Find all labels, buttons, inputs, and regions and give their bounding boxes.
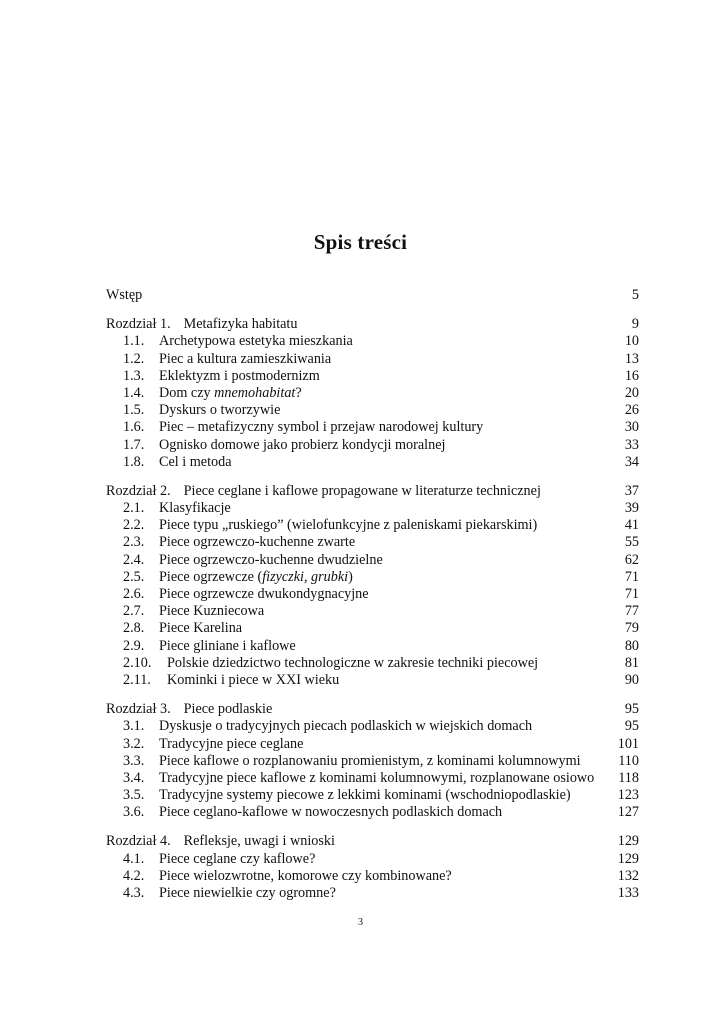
toc-page-number: 71 <box>624 586 639 602</box>
toc-page-number: 26 <box>624 402 639 419</box>
toc-section-row[interactable] <box>106 736 639 753</box>
toc-section-row[interactable] <box>106 787 639 804</box>
chapter-title: Piece ceglane i kaflowe propagowane w literaturze technicznej <box>183 482 541 499</box>
page-number: 3 <box>358 917 363 928</box>
section-title: Polskie dziedzictwo technologiczne w zakresie techniki piecowej <box>167 654 539 671</box>
toc-section-row[interactable] <box>106 437 639 454</box>
toc-page-number: 71 <box>624 568 639 585</box>
toc-section-row[interactable] <box>106 770 639 787</box>
toc-page-number: 77 <box>624 603 639 620</box>
toc-section-row[interactable] <box>106 885 639 902</box>
chapter-number: Rozdział 1. <box>106 316 171 333</box>
section-title-prefix: Piece ogrzewcze ( <box>159 568 263 585</box>
toc-section-row[interactable] <box>106 333 639 350</box>
toc-section-row[interactable] <box>106 851 639 868</box>
section-number: 2.8. <box>123 620 145 637</box>
section-number: 2.9. <box>123 637 145 654</box>
section-number: 1.3. <box>123 367 145 384</box>
section-number: 2.4. <box>123 551 145 568</box>
toc-page-number: 123 <box>617 787 639 804</box>
toc-page-number: 30 <box>624 419 639 436</box>
section-title: Cel i metoda <box>159 453 232 470</box>
toc-section-row[interactable] <box>106 534 639 551</box>
toc-intro-row[interactable] <box>106 287 639 304</box>
section-number: 4.3. <box>123 885 145 901</box>
chapter-number: Rozdział 4. <box>106 833 171 850</box>
toc-page-number: 5 <box>631 287 639 303</box>
toc-page-number: 90 <box>624 671 639 688</box>
section-title-italic: fizyczki, grubki <box>262 568 349 585</box>
toc-section-row[interactable] <box>106 569 639 586</box>
toc-page-number: 37 <box>624 482 639 499</box>
section-title: Piece ogrzewczo-kuchenne zwarte <box>159 534 356 551</box>
section-number: 2.2. <box>123 517 145 534</box>
toc-page-number: 33 <box>624 436 639 453</box>
toc-page-number: 101 <box>617 735 639 752</box>
page-title: Spis treści <box>313 230 408 254</box>
toc-section-row[interactable] <box>106 718 639 735</box>
chapter-number: Rozdział 2. <box>106 482 171 499</box>
section-title-suffix: ? <box>295 384 302 401</box>
toc-section-row[interactable] <box>106 638 639 655</box>
toc-chapter-row[interactable] <box>106 483 639 500</box>
toc-page-number: 41 <box>624 517 639 534</box>
toc-page-number: 62 <box>624 551 639 568</box>
section-title: Piec a kultura zamieszkiwania <box>159 350 332 367</box>
section-title: Tradycyjne piece kaflowe z kominami kolumnowymi, rozplanowane osiowo <box>159 769 595 786</box>
section-title: Dyskusje o tradycyjnych piecach podlaskich w wiejskich domach <box>159 718 533 735</box>
section-title: Piece niewielkie czy ogromne? <box>159 885 336 901</box>
section-number: 1.5. <box>123 402 145 419</box>
section-title-italic: mnemohabitat <box>214 384 296 401</box>
toc-page-number: 132 <box>617 867 639 884</box>
toc-section-row[interactable] <box>106 368 639 385</box>
section-title: Dyskurs o tworzywie <box>159 402 281 419</box>
toc-section-row[interactable] <box>106 385 639 402</box>
section-number: 1.4. <box>123 384 145 401</box>
chapter-title: Piece podlaskie <box>183 701 273 718</box>
section-title: Piec – metafizyczny symbol i przejaw narodowej kultury <box>159 419 484 436</box>
section-number: 2.7. <box>123 603 145 620</box>
toc-page-number: 129 <box>617 833 639 850</box>
toc-section-row[interactable] <box>106 655 639 672</box>
section-title: Kominki i piece w XXI wieku <box>167 671 340 688</box>
toc-section-row[interactable] <box>106 402 639 419</box>
toc-page-number: 9 <box>631 316 639 333</box>
toc-page-number: 127 <box>617 804 639 821</box>
table-of-contents <box>106 287 639 902</box>
section-number: 1.7. <box>123 436 145 453</box>
chapter-title: Metafizyka habitatu <box>183 316 298 333</box>
toc-section-row[interactable] <box>106 804 639 821</box>
toc-chapter-row[interactable] <box>106 701 639 718</box>
toc-page-number: 16 <box>624 367 639 384</box>
section-title: Piece ceglane czy kaflowe? <box>159 850 316 867</box>
toc-page-number: 95 <box>624 718 639 735</box>
section-number: 2.5. <box>123 568 145 585</box>
section-title: Klasyfikacje <box>159 500 231 517</box>
chapter-number: Rozdział 3. <box>106 701 171 718</box>
toc-page-number: 13 <box>624 350 639 367</box>
section-number: 2.6. <box>123 586 145 602</box>
section-number: 2.10. <box>123 654 152 671</box>
toc-section-row[interactable] <box>106 552 639 569</box>
toc-section-row[interactable] <box>106 753 639 770</box>
toc-page-number: 10 <box>624 333 639 350</box>
section-number: 1.8. <box>123 453 145 470</box>
section-title: Piece wielozwrotne, komorowe czy kombinowane? <box>159 867 452 884</box>
toc-page-number: 81 <box>624 654 639 671</box>
section-number: 1.2. <box>123 350 145 367</box>
section-title: Piece ogrzewcze dwukondygnacyjne <box>159 586 369 602</box>
section-number: 3.6. <box>123 804 145 821</box>
section-number: 3.1. <box>123 718 145 735</box>
toc-page-number: 129 <box>617 850 639 867</box>
section-number: 4.2. <box>123 867 145 884</box>
section-title: Archetypowa estetyka mieszkania <box>159 333 353 350</box>
section-title: Piece Kuzniecowa <box>159 603 265 620</box>
section-title-suffix: ) <box>348 568 353 585</box>
toc-section-row[interactable] <box>106 586 639 603</box>
toc-section-row[interactable] <box>106 672 639 689</box>
toc-intro-label: Wstęp <box>106 287 143 303</box>
section-title: Piece typu „ruskiego” (wielofunkcyjne z paleniskami piekarskimi) <box>159 517 538 534</box>
section-title: Tradycyjne piece ceglane <box>159 735 304 752</box>
toc-section-row[interactable] <box>106 517 639 534</box>
section-number: 1.1. <box>123 333 145 350</box>
section-number: 4.1. <box>123 850 145 867</box>
section-title: Piece gliniane i kaflowe <box>159 637 296 654</box>
toc-page-number: 20 <box>624 384 639 401</box>
toc-page-number: 110 <box>618 752 639 769</box>
section-title: Piece ceglano-kaflowe w nowoczesnych podlaskich domach <box>159 804 503 821</box>
toc-chapter-row[interactable] <box>106 833 639 850</box>
section-number: 2.11. <box>123 671 151 688</box>
toc-section-row[interactable] <box>106 603 639 620</box>
toc-page-number: 80 <box>624 637 639 654</box>
toc-page-number: 34 <box>624 453 639 470</box>
section-number: 1.6. <box>123 419 145 436</box>
section-title: Tradycyjne systemy piecowe z lekkimi kominami (wschodniopodlaskie) <box>159 787 571 804</box>
section-title-prefix: Dom czy <box>159 384 215 401</box>
chapter-title: Refleksje, uwagi i wnioski <box>183 833 335 850</box>
toc-page-number: 95 <box>624 701 639 718</box>
section-number: 3.2. <box>123 735 145 752</box>
toc-section-row[interactable] <box>106 351 639 368</box>
toc-page-number: 39 <box>624 500 639 517</box>
toc-page-number: 55 <box>624 534 639 551</box>
section-number: 2.3. <box>123 534 145 551</box>
toc-section-row[interactable] <box>106 454 639 471</box>
section-title: Piece kaflowe o rozplanowaniu promienistym, z kominami kolumnowymi <box>159 752 581 769</box>
section-number: 3.4. <box>123 769 145 786</box>
section-number: 2.1. <box>123 500 145 517</box>
section-number: 3.3. <box>123 752 145 769</box>
toc-page-number: 133 <box>617 885 639 901</box>
toc-section-row[interactable] <box>106 868 639 885</box>
toc-chapter-row[interactable] <box>106 316 639 333</box>
toc-section-row[interactable] <box>106 620 639 637</box>
section-title: Eklektyzm i postmodernizm <box>159 367 320 384</box>
section-title: Piece ogrzewczo-kuchenne dwudzielne <box>159 551 383 568</box>
section-title: Ognisko domowe jako probierz kondycji moralnej <box>159 436 446 453</box>
toc-page-number: 118 <box>618 769 639 786</box>
toc-section-row[interactable] <box>106 419 639 436</box>
toc-page-number: 79 <box>624 620 639 637</box>
section-number: 3.5. <box>123 787 145 804</box>
toc-section-row[interactable] <box>106 500 639 517</box>
section-title: Piece Karelina <box>159 620 243 637</box>
